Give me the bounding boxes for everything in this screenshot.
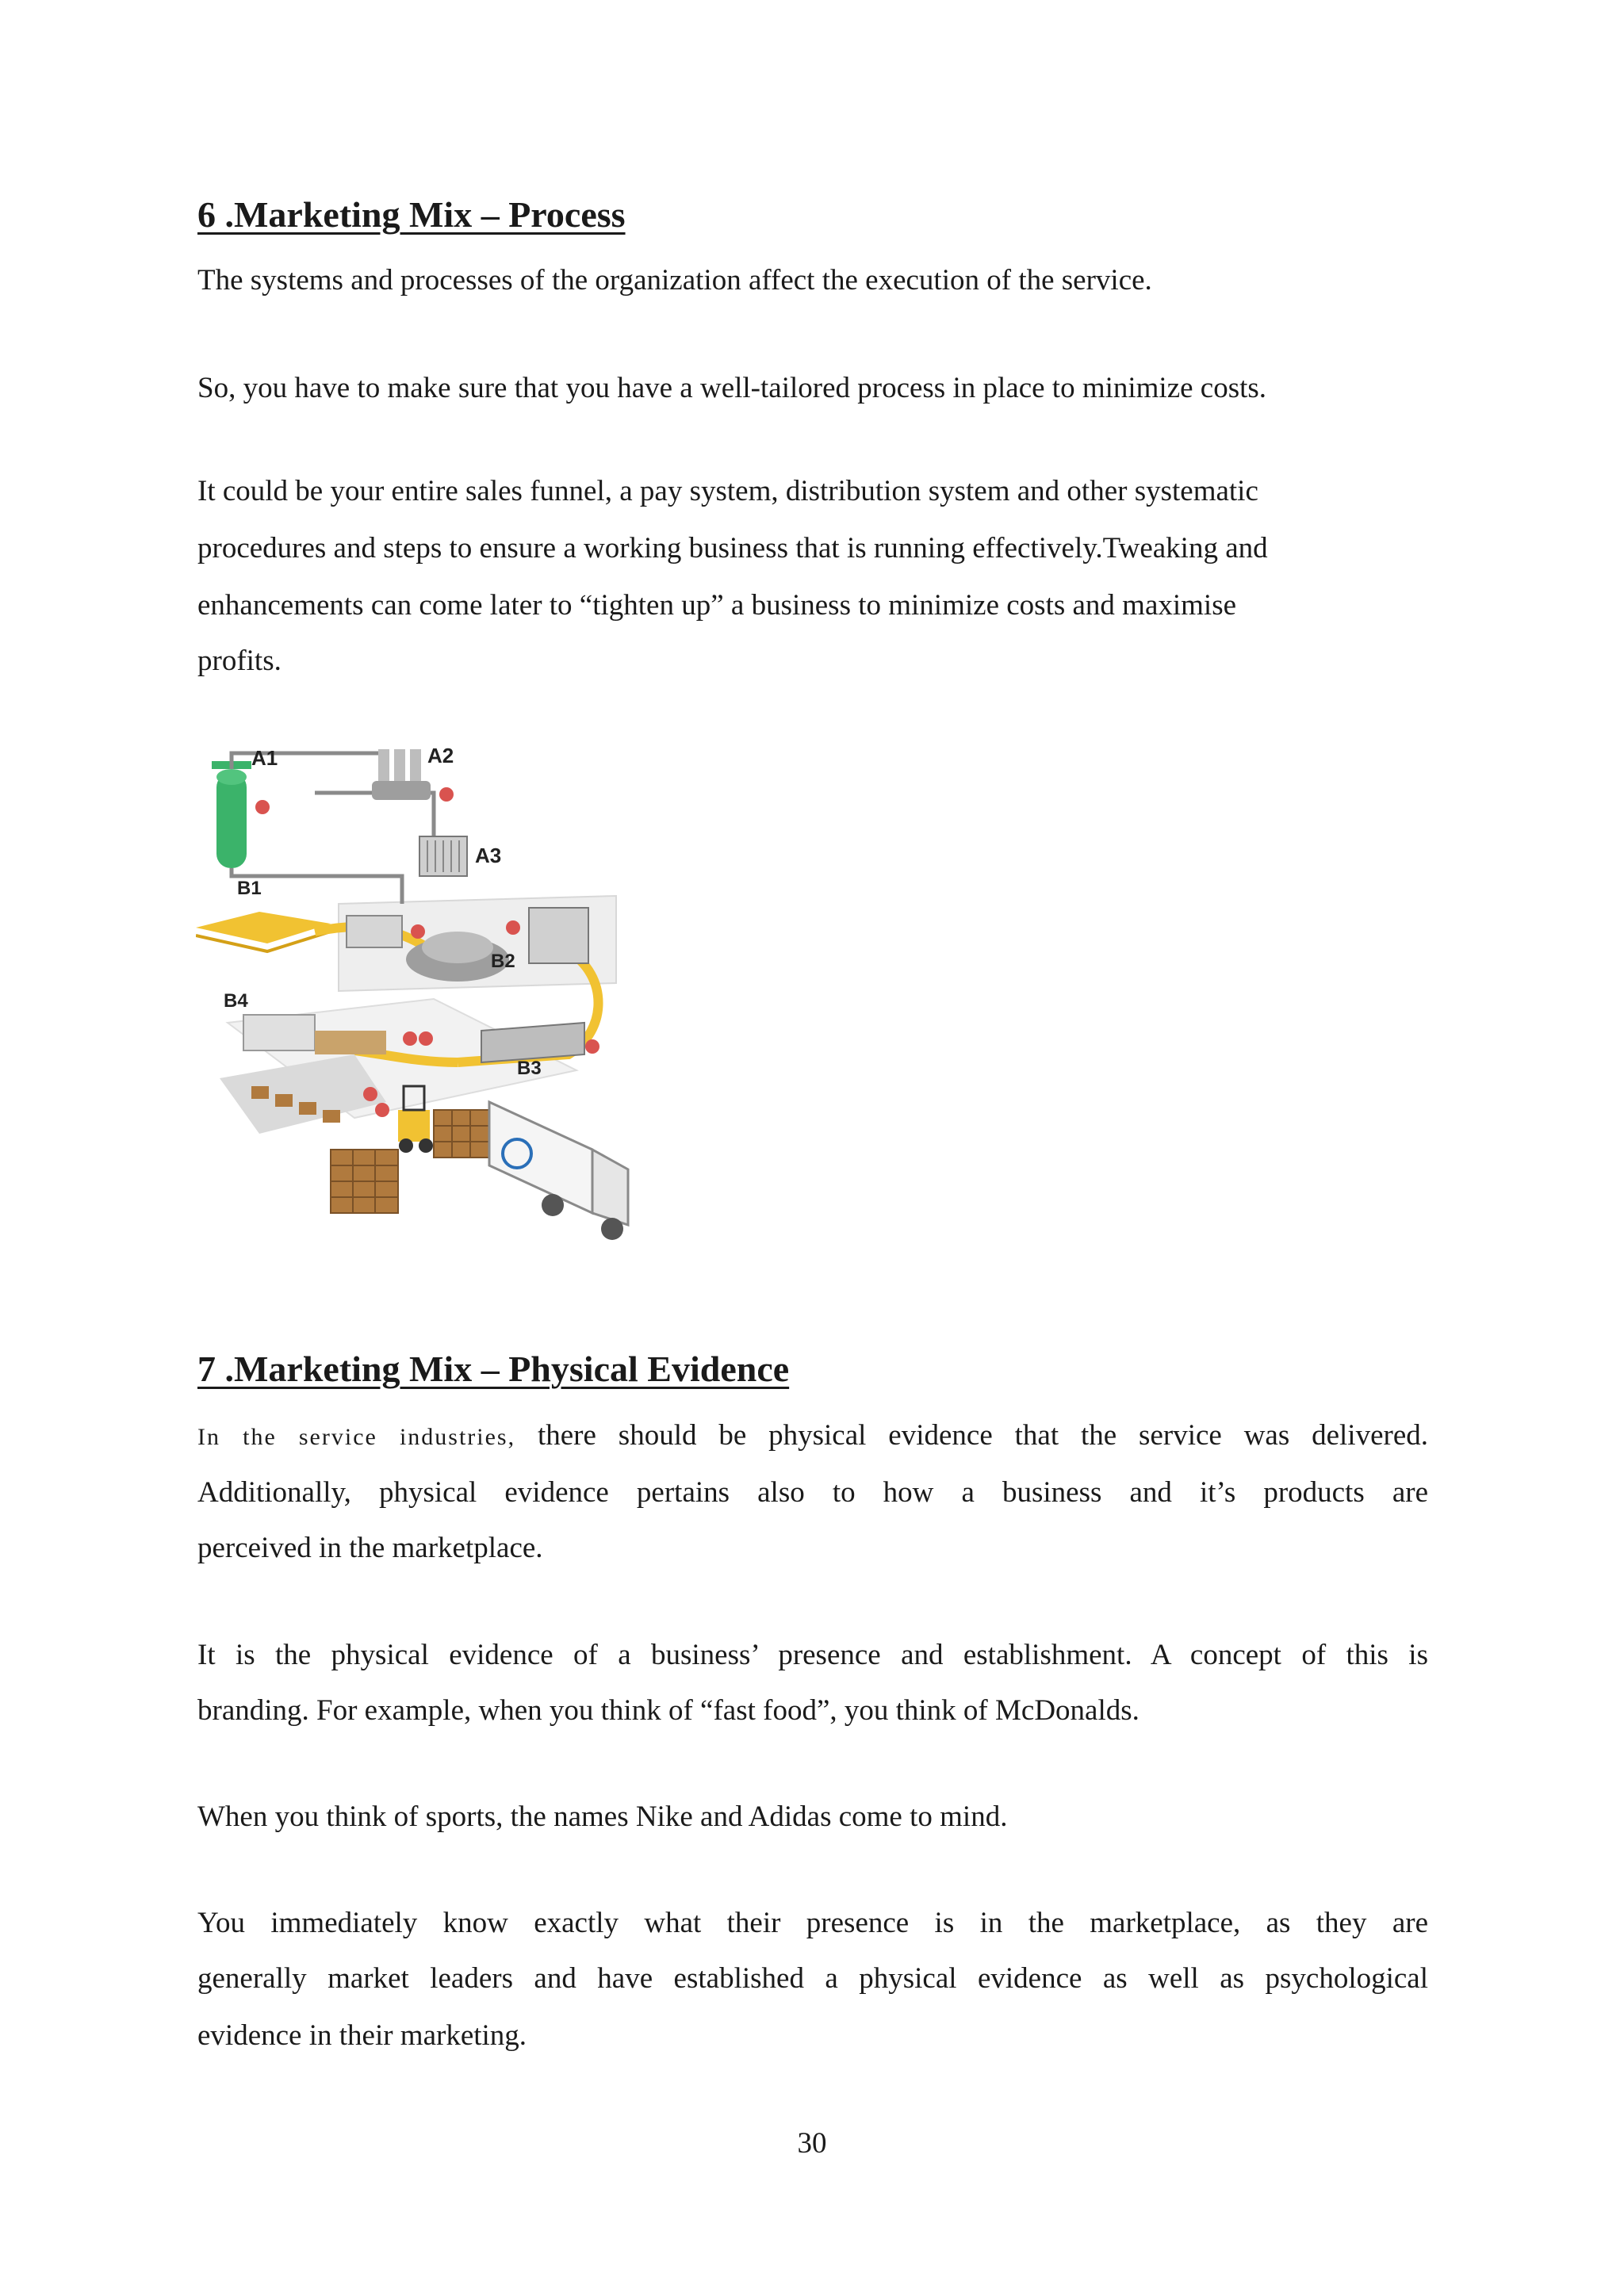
section-7-paragraph-4-line-2: generally market leaders and have established a physical evidence as well as psychological [197,1962,1428,1995]
label-b1: B1 [237,878,262,899]
label-a2: A2 [427,744,454,767]
label-a3: A3 [475,844,502,867]
section-6-heading: 6 .Marketing Mix – Process [197,194,626,235]
section-7-paragraph-2-line-1: It is the physical evidence of a business’ presence and establishment. A concept of this is [197,1639,1428,1671]
section-6-paragraph-3-line-2: procedures and steps to ensure a working business that is running effectively.Tweaking and [197,532,1268,564]
label-b2: B2 [491,951,515,972]
process-illustration [196,737,640,1245]
section-7-paragraph-2-line-2: branding. For example, when you think of “fast food”, you think of McDonalds. [197,1694,1139,1727]
a3-heat-exchanger [419,836,467,876]
label-b3: B3 [517,1058,542,1079]
section-7-heading: 7 .Marketing Mix – Physical Evidence [197,1349,790,1389]
b3-cooling-tunnel [481,1023,599,1062]
section-7-paragraph-4-line-3: evidence in their marketing. [197,2019,527,2052]
a1-tank [212,761,270,868]
label-b4: B4 [224,990,248,1012]
section-7-paragraph-1-line-3: perceived in the marketplace. [197,1532,543,1564]
section-6-paragraph-1: The systems and processes of the organization affect the execution of the service. [197,264,1152,297]
section-6-paragraph-2: So, you have to make sure that you have a well-tailored process in place to minimize costs. [197,372,1267,404]
section-7-paragraph-1-lead: In the service industries, [197,1424,516,1450]
section-7-paragraph-4-line-1: You immediately know exactly what their presence is in the marketplace, as they are [197,1907,1428,1939]
label-a1: A1 [251,746,278,770]
section-7-paragraph-1-line-1 [197,1407,1428,1466]
page-number: 30 [797,2127,827,2160]
section-7-paragraph-3: When you think of sports, the names Nike and Adidas come to mind. [197,1800,1008,1833]
section-6-paragraph-3-line-1: It could be your entire sales funnel, a pay system, distribution system and other systematic [197,475,1258,507]
section-6-paragraph-3-line-4: profits. [197,645,282,677]
section-7-paragraph-1-line-2: Additionally, physical evidence pertains also to how a business and it’s products are [197,1476,1428,1509]
section-6-paragraph-3-line-3: enhancements can come later to “tighten up” a business to minimize costs and maximise [197,589,1237,622]
section-7-paragraph-1-line-1-rest: there should be physical evidence that the service was delivered. [515,1419,1428,1452]
b1-depalletizer [196,912,331,951]
delivery-truck [489,1102,628,1240]
